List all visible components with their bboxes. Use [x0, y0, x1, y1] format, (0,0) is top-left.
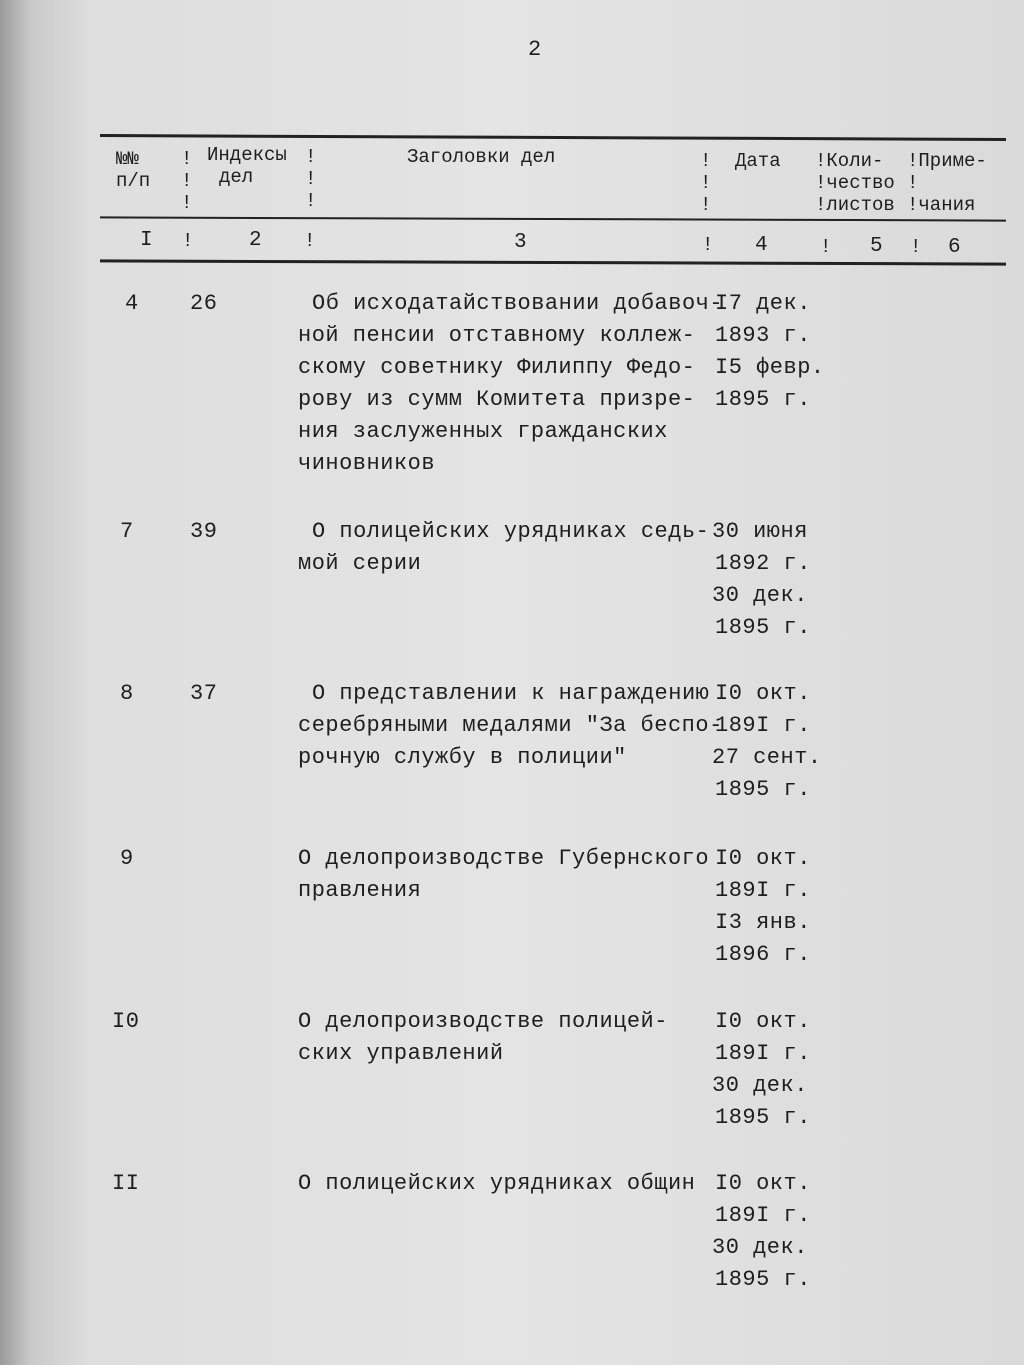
col-number: I [140, 229, 153, 252]
row-title-line: О делопроизводстве Губернского [298, 846, 710, 871]
header-text: дел [219, 166, 254, 188]
mid-rule [100, 216, 1006, 221]
row-date-line: 189I г. [715, 713, 811, 738]
row-date-line: 189I г. [715, 878, 811, 903]
header-text: Коли- [826, 150, 884, 172]
sep: ! [910, 236, 922, 258]
row-date-line: 1895 г. [715, 1267, 811, 1292]
sep: ! ! ! [700, 150, 712, 216]
sep: ! [820, 236, 832, 258]
row-date-line: 1895 г. [715, 1105, 811, 1130]
sep: ! ! ! [181, 148, 193, 214]
row-date-line: 1895 г. [715, 615, 811, 640]
top-rule [100, 134, 1006, 141]
row-number: 9 [120, 846, 134, 871]
row-title-line: рочную службу в полиции" [298, 745, 627, 770]
row-title-line: чиновников [298, 451, 436, 476]
sep: ! [182, 230, 194, 252]
row-date-line: I0 окт. [715, 1171, 811, 1196]
row-title-line: рову из сумм Комитета призре- [298, 387, 696, 412]
row-date-line: 189I г. [715, 1203, 811, 1228]
row-number: 4 [125, 291, 139, 316]
row-date-line: 1895 г. [715, 777, 811, 802]
row-date-line: 30 июня [712, 519, 808, 544]
row-index: 39 [190, 519, 218, 544]
row-number: I0 [112, 1009, 140, 1034]
page-number: 2 [528, 37, 542, 62]
header-notes: !Приме- ! !чания [907, 150, 987, 216]
row-title-line: ной пенсии отставному коллеж- [298, 323, 696, 348]
col-number: 6 [948, 236, 961, 259]
col-number: 2 [249, 229, 262, 252]
header-count: !Коли- !чество !листов [815, 150, 895, 216]
header-num [116, 148, 150, 192]
header-title: Заголовки дел [407, 146, 556, 168]
row-date-line: 189I г. [715, 1041, 811, 1066]
row-date-line: I5 февр. [715, 355, 825, 380]
row-number: 8 [120, 681, 134, 706]
row-date-line: I7 дек. [715, 291, 811, 316]
row-date-line: 30 дек. [712, 1073, 808, 1098]
row-date-line: 30 дек. [712, 1235, 808, 1260]
header-index [207, 144, 287, 188]
row-date-line: 1896 г. [715, 942, 811, 967]
row-date-line: 1893 г. [715, 323, 811, 348]
bottom-rule [100, 259, 1006, 265]
sep: ! [304, 230, 316, 252]
row-index: 26 [190, 291, 218, 316]
row-title-line: О представлении к награждению [312, 681, 710, 706]
col-number: 3 [514, 231, 527, 254]
header-text: чество [826, 172, 895, 194]
row-date-line: I0 окт. [715, 681, 811, 706]
row-number: II [112, 1171, 140, 1196]
row-title-line: О делопроизводстве полицей- [298, 1009, 668, 1034]
row-title-line: скому советнику Филиппу Федо- [298, 355, 696, 380]
row-number: 7 [120, 519, 134, 544]
row-date-line: 27 сент. [712, 745, 822, 770]
row-date-line: I0 окт. [715, 1009, 811, 1034]
header-date: Дата [735, 150, 781, 172]
header-text: чания [918, 194, 976, 216]
row-date-line: 1892 г. [715, 551, 811, 576]
col-number: 5 [870, 235, 883, 258]
header-text: Приме- [918, 150, 987, 172]
row-index: 37 [190, 681, 218, 706]
header-text: Индексы [207, 144, 287, 166]
row-title-line: серебряными медалями "За беспо- [298, 713, 723, 738]
header-text: №№ [116, 148, 139, 170]
col-number: 4 [755, 234, 768, 257]
row-title-line: О полицейских урядниках седь- [312, 519, 710, 544]
row-date-line: 1895 г. [715, 387, 811, 412]
row-title-line: правления [298, 878, 422, 903]
sep: ! [702, 234, 714, 256]
row-title-line: Об исходатайствовании добавоч- [312, 291, 724, 316]
row-title-line: О полицейских урядниках общин [298, 1171, 696, 1196]
sep: ! ! ! [305, 146, 317, 212]
header-text: п/п [116, 170, 151, 192]
row-date-line: I0 окт. [715, 846, 811, 871]
header-text: листов [826, 194, 895, 216]
row-date-line: 30 дек. [712, 583, 808, 608]
row-date-line: I3 янв. [715, 910, 811, 935]
row-title-line: мой серии [298, 551, 422, 576]
row-title-line: ских управлений [298, 1041, 504, 1066]
row-title-line: ния заслуженных гражданских [298, 419, 668, 444]
